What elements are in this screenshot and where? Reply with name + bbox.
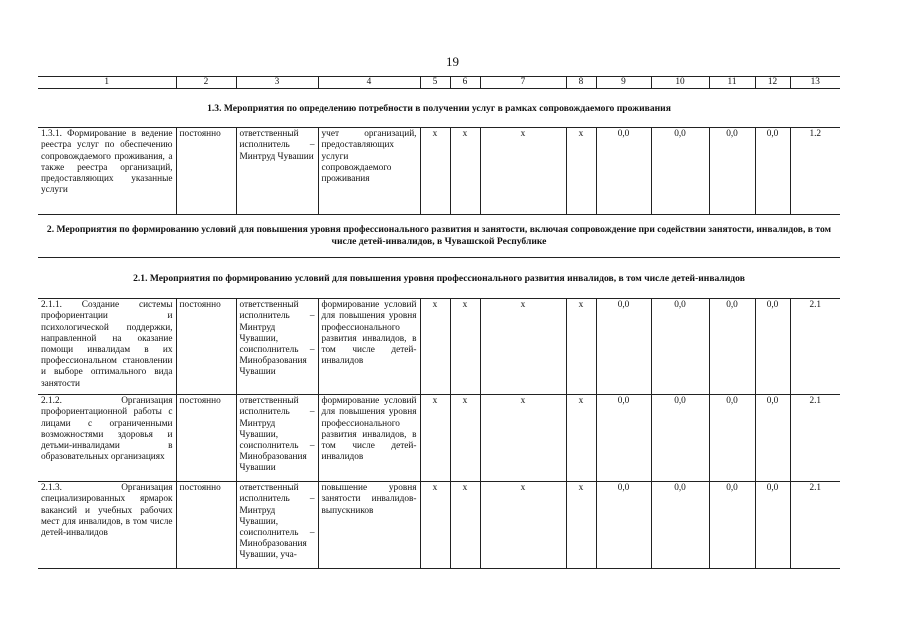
cell-col13: 1.2 [790,128,840,215]
section-heading-row [38,258,840,299]
cell-col8: x [566,395,596,482]
column-number: 9 [596,77,651,89]
measure-term: постоянно [176,128,236,215]
measure-result: учет организаций, предоставляющих услуги сопровождаемого проживания [318,128,420,215]
measure-name: 1.3.1. Формирование в ведение реестра услуг по обеспечению сопровождаемого проживания, а также реестра организаций, предоставляющих указанные услуги [38,128,176,215]
column-number: 3 [236,77,318,89]
measure-term: постоянно [176,482,236,569]
column-number: 11 [709,77,755,89]
cell-col11: 0,0 [709,482,755,569]
cell-col11: 0,0 [709,395,755,482]
column-number: 8 [566,77,596,89]
column-number: 6 [450,77,480,89]
cell-col5: x [420,299,450,395]
cell-col9: 0,0 [596,395,651,482]
section-heading-row [38,215,840,258]
cell-col8: x [566,128,596,215]
column-number: 2 [176,77,236,89]
cell-col5: x [420,128,450,215]
column-number: 5 [420,77,450,89]
cell-col10: 0,0 [651,299,709,395]
section-heading-2: 2. Мероприятия по формированию условий для повышения уровня профессионального развития и занятости, включая сопровождение при содействии занятости, инвалидов, в том числе детей-инвалидов, в Чувашской Республике [38,215,840,258]
measure-term: постоянно [176,395,236,482]
page-number: 19 [446,54,459,69]
measure-name: 2.1.1. Создание системы профориентации и психологической поддержки, направленной на оказание помощи инвалидам в их профессиональном становлении и выборе оптимального вида занятости [38,299,176,395]
measure-executor: ответственный исполнитель – Минтруд Чувашии, соисполнитель – Минобразования Чувашии [236,299,318,395]
section-heading-1-3: 1.3. Мероприятия по определению потребности в получении услуг в рамках сопровождаемого проживания [38,89,840,128]
column-number: 13 [790,77,840,89]
cell-col8: x [566,482,596,569]
measure-result: повышение уровня занятости инвалидов-выпускников [318,482,420,569]
cell-col13: 2.1 [790,482,840,569]
table-row [38,395,840,482]
measure-name: 2.1.3. Организация специализированных ярмарок вакансий и учебных рабочих мест для инвалидов, в том числе детей-инвалидов [38,482,176,569]
cell-col7: x [480,482,566,569]
cell-col12: 0,0 [755,128,790,215]
column-number: 10 [651,77,709,89]
cell-col10: 0,0 [651,128,709,215]
cell-col5: x [420,395,450,482]
cell-col12: 0,0 [755,395,790,482]
cell-col7: x [480,299,566,395]
section-heading-2-1: 2.1. Мероприятия по формированию условий для повышения уровня профессионального развития инвалидов, в том числе детей-инвалидов [38,258,840,299]
table-row [38,299,840,395]
cell-col13: 2.1 [790,395,840,482]
measure-result: формирование условий для повышения уровня профессионального развития инвалидов, в том числе детей-инвалидов [318,395,420,482]
cell-col6: x [450,299,480,395]
cell-col10: 0,0 [651,482,709,569]
measure-executor: ответственный исполнитель – Минтруд Чувашии, соисполнитель – Минобразования Чувашии, уча- [236,482,318,569]
measure-term: постоянно [176,299,236,395]
cell-col9: 0,0 [596,128,651,215]
column-number: 1 [38,77,176,89]
cell-col6: x [450,395,480,482]
table-row [38,482,840,569]
cell-col7: x [480,395,566,482]
cell-col7: x [480,128,566,215]
column-number: 4 [318,77,420,89]
cell-col9: 0,0 [596,482,651,569]
measure-executor: ответственный исполнитель – Минтруд Чувашии, соисполнитель – Минобразования Чувашии [236,395,318,482]
cell-col12: 0,0 [755,482,790,569]
measures-table [38,76,840,569]
section-heading-row [38,89,840,128]
cell-col8: x [566,299,596,395]
column-number-row [38,77,840,89]
cell-col6: x [450,482,480,569]
cell-col5: x [420,482,450,569]
cell-col12: 0,0 [755,299,790,395]
cell-col6: x [450,128,480,215]
cell-col9: 0,0 [596,299,651,395]
cell-col11: 0,0 [709,299,755,395]
measure-result: формирование условий для повышения уровня профессионального развития инвалидов, в том числе детей-инвалидов [318,299,420,395]
cell-col13: 2.1 [790,299,840,395]
column-number: 7 [480,77,566,89]
measure-executor: ответственный исполнитель – Минтруд Чувашии [236,128,318,215]
cell-col11: 0,0 [709,128,755,215]
cell-col10: 0,0 [651,395,709,482]
table-row [38,128,840,215]
column-number: 12 [755,77,790,89]
measure-name: 2.1.2. Организация профориентационной работы с лицами с ограниченными возможностями здоровья и детьми-инвалидами в образовательных организациях [38,395,176,482]
